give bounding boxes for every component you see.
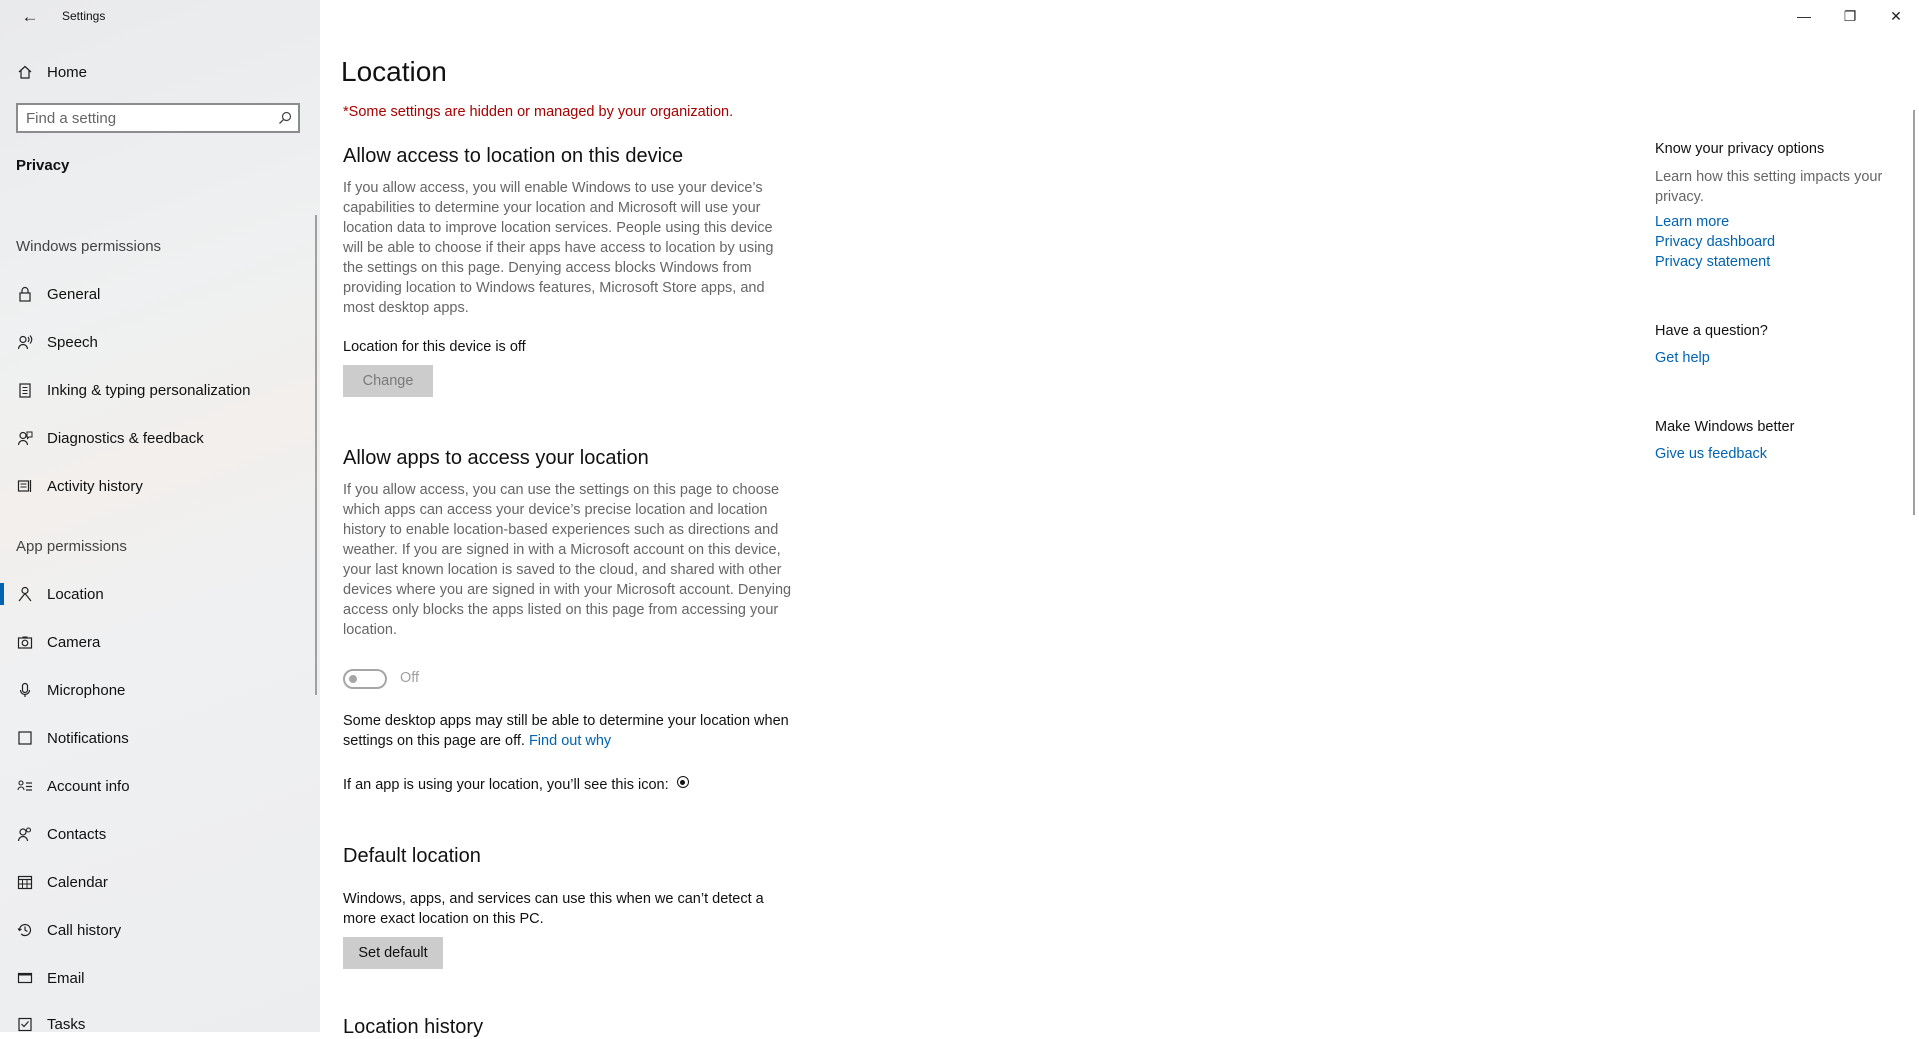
page-title: Location bbox=[341, 56, 447, 87]
privacy-options-heading: Know your privacy options bbox=[1655, 141, 1825, 157]
section-title: Privacy bbox=[16, 157, 70, 174]
location-in-use-icon bbox=[677, 776, 689, 788]
sidebar-item-label: Calendar bbox=[47, 873, 108, 891]
apps-location-toggle[interactable] bbox=[343, 669, 387, 689]
org-managed-note: *Some settings are hidden or managed by your organization. bbox=[343, 104, 734, 120]
sidebar bbox=[0, 0, 320, 1032]
find-out-why-link[interactable]: Find out why bbox=[528, 733, 612, 749]
windows-permissions-header: Windows permissions bbox=[16, 238, 162, 255]
sidebar-item-speech[interactable] bbox=[0, 321, 318, 363]
tasks-icon bbox=[14, 1016, 36, 1032]
notifications-icon bbox=[14, 730, 36, 746]
minimize-button[interactable]: — bbox=[1797, 8, 1811, 24]
sidebar-item-label: Activity history bbox=[47, 477, 143, 495]
sidebar-item-notifications[interactable] bbox=[0, 717, 318, 759]
sidebar-item-label: Camera bbox=[47, 633, 101, 651]
sidebar-item-label: Inking & typing personalization bbox=[47, 381, 251, 399]
location-icon-note-text: If an app is using your location, you’ll see this icon: bbox=[343, 777, 669, 793]
location-icon bbox=[14, 586, 36, 602]
location-icon-note bbox=[343, 775, 843, 795]
calendar-icon bbox=[14, 874, 36, 890]
activity-history-icon bbox=[14, 478, 36, 494]
sidebar-item-home[interactable] bbox=[0, 51, 318, 93]
default-location-description: Windows, apps, and services can use this when we can’t detect a more exact location on this PC. bbox=[343, 891, 764, 927]
search-icon[interactable] bbox=[272, 111, 298, 125]
sidebar-item-account-info[interactable] bbox=[0, 765, 318, 807]
sidebar-item-label: Diagnostics & feedback bbox=[47, 429, 204, 447]
make-windows-better-heading: Make Windows better bbox=[1655, 419, 1795, 435]
toggle-state-label: Off bbox=[400, 670, 420, 686]
sidebar-item-label: Speech bbox=[47, 333, 98, 351]
email-icon bbox=[14, 970, 36, 986]
apps-access-description: If you allow access, you can use the settings on this page to choose which apps can access your device’s precise location and location history to enable location-based experiences such as directions and weather. If you are signed in with a Microsoft account on this device, your last known location is saved to the cloud, and shared with other devices where you are signed in with your Microsoft account. Denying access only blocks the apps listed on this page from accessing your location. bbox=[343, 482, 792, 638]
contacts-icon bbox=[14, 826, 36, 842]
close-button[interactable]: ✕ bbox=[1890, 7, 1902, 24]
default-location-heading: Default location bbox=[343, 845, 481, 867]
app-permissions-header: App permissions bbox=[16, 538, 127, 555]
account-info-icon bbox=[14, 778, 36, 794]
sidebar-item-label: Call history bbox=[47, 921, 122, 939]
call-history-icon bbox=[14, 922, 36, 938]
sidebar-item-calendar[interactable] bbox=[0, 861, 318, 903]
sidebar-item-label: Home bbox=[47, 63, 88, 81]
sidebar-item-label: General bbox=[47, 285, 101, 303]
sidebar-item-location[interactable] bbox=[0, 573, 318, 615]
app-title: Settings bbox=[62, 9, 106, 23]
sidebar-item-general[interactable] bbox=[0, 273, 318, 315]
learn-more-link[interactable]: Learn more bbox=[1655, 214, 1730, 230]
device-access-description: If you allow access, you will enable Windows to use your device’s capabilities to determine your location and Microsoft will use your location data to improve location services. People using this device will be able to choose if their apps have access to location by using the settings on this page. Denying access blocks Windows from providing location to Windows features, Microsoft Store apps, and most desktop apps. bbox=[343, 180, 774, 316]
camera-icon bbox=[14, 634, 36, 650]
back-arrow-icon[interactable]: ← bbox=[21, 7, 39, 26]
restore-button[interactable]: ❐ bbox=[1843, 7, 1857, 24]
sidebar-item-email[interactable] bbox=[0, 957, 318, 999]
sidebar-scrollbar[interactable] bbox=[315, 215, 317, 695]
sidebar-item-label: Tasks bbox=[47, 1015, 86, 1032]
question-heading: Have a question? bbox=[1655, 323, 1768, 339]
home-icon bbox=[14, 64, 36, 80]
desktop-apps-note bbox=[343, 711, 803, 751]
inking-icon bbox=[14, 382, 36, 398]
sidebar-item-activity-history[interactable] bbox=[0, 465, 318, 507]
sidebar-item-call-history[interactable] bbox=[0, 909, 318, 951]
sidebar-item-inking[interactable] bbox=[0, 369, 318, 411]
location-history-heading: Location history bbox=[343, 1016, 484, 1038]
sidebar-item-label: Microphone bbox=[47, 681, 126, 699]
sidebar-item-camera[interactable] bbox=[0, 621, 318, 663]
toggle-knob bbox=[349, 675, 357, 683]
speech-icon bbox=[14, 334, 36, 350]
set-default-button[interactable]: Set default bbox=[343, 937, 443, 969]
diagnostics-icon bbox=[14, 430, 36, 446]
privacy-dashboard-link[interactable]: Privacy dashboard bbox=[1655, 234, 1776, 250]
apps-access-heading: Allow apps to access your location bbox=[343, 447, 649, 469]
desktop-apps-note-text: Some desktop apps may still be able to determine your location when settings on this page are off. bbox=[343, 713, 789, 749]
sidebar-item-label: Location bbox=[47, 585, 104, 603]
microphone-icon bbox=[14, 682, 36, 698]
privacy-options-description: Learn how this setting impacts your privacy. bbox=[1655, 169, 1883, 205]
sidebar-item-contacts[interactable] bbox=[0, 813, 318, 855]
sidebar-item-microphone[interactable] bbox=[0, 669, 318, 711]
sidebar-item-tasks[interactable] bbox=[0, 1003, 318, 1032]
give-feedback-link[interactable]: Give us feedback bbox=[1655, 446, 1768, 462]
search-box[interactable] bbox=[16, 103, 300, 133]
lock-icon bbox=[14, 286, 36, 302]
change-button[interactable]: Change bbox=[343, 365, 433, 397]
search-input[interactable] bbox=[18, 109, 272, 128]
sidebar-item-label: Account info bbox=[47, 777, 130, 795]
sidebar-item-label: Notifications bbox=[47, 729, 129, 747]
device-access-heading: Allow access to location on this device bbox=[343, 145, 684, 167]
get-help-link[interactable]: Get help bbox=[1655, 350, 1710, 366]
privacy-statement-link[interactable]: Privacy statement bbox=[1655, 254, 1771, 270]
device-location-status: Location for this device is off bbox=[343, 339, 526, 355]
sidebar-item-diagnostics[interactable] bbox=[0, 417, 318, 459]
main-scrollbar[interactable] bbox=[1913, 110, 1915, 515]
sidebar-item-label: Contacts bbox=[47, 825, 107, 843]
sidebar-item-label: Email bbox=[47, 969, 85, 987]
